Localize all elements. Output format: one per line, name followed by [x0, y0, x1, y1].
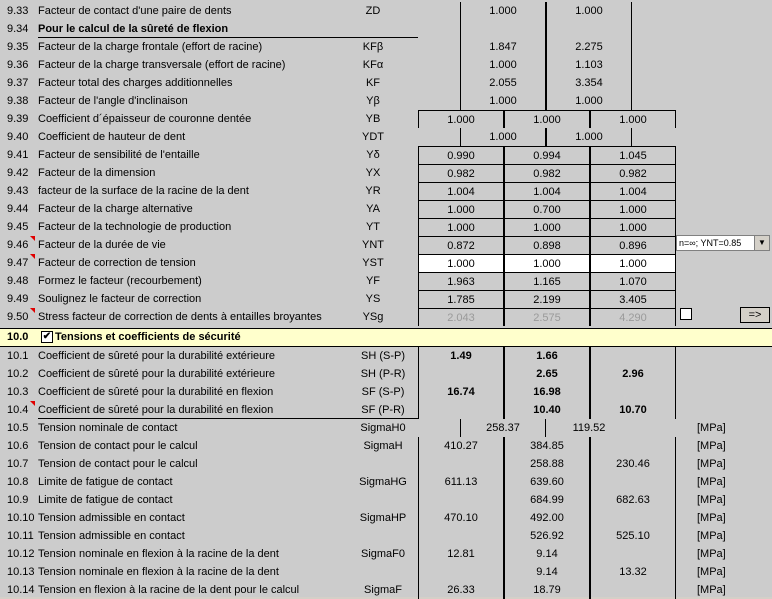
value-cell-1[interactable]: 0.990	[418, 146, 504, 164]
row-symbol: SH (S-P)	[361, 350, 405, 362]
value-cell-3[interactable]: 1.000	[590, 110, 676, 128]
row-label: facteur de la surface de la racine de la dent	[38, 185, 249, 197]
value-cell-2[interactable]: 1.000	[504, 110, 590, 128]
row-number: 10.1	[7, 350, 29, 362]
value-cell-pinion[interactable]: 1.847	[460, 38, 546, 56]
value-cell-3[interactable]	[590, 545, 676, 563]
value-cell-2[interactable]: 258.88	[504, 455, 590, 473]
comment-marker	[30, 401, 35, 406]
row-symbol: SigmaH0	[360, 422, 406, 434]
table-row	[0, 128, 772, 146]
table-row	[0, 164, 772, 182]
row-number: 9.33	[7, 5, 29, 17]
value-cell-2[interactable]: 2.65	[504, 365, 590, 383]
row-number: 10.5	[7, 422, 29, 434]
value-cell-3[interactable]	[590, 437, 676, 455]
value-cell-1[interactable]: 26.33	[418, 581, 504, 599]
row-symbol: YS	[365, 293, 381, 305]
row-number: 9.42	[7, 167, 29, 179]
value-cell-2[interactable]: 639.60	[504, 473, 590, 491]
row-number: 9.49	[7, 293, 29, 305]
table-row	[0, 545, 772, 563]
value-cell-1[interactable]: 1.963	[418, 272, 504, 290]
value-cell-2[interactable]: 10.40	[504, 401, 590, 419]
value-cell-3[interactable]: 1.070	[590, 272, 676, 290]
value-cell-1[interactable]: 1.004	[418, 182, 504, 200]
table-row	[0, 272, 772, 290]
value-cell-2[interactable]: 1.165	[504, 272, 590, 290]
table-row	[0, 38, 772, 56]
value-cell-2[interactable]: 0.700	[504, 200, 590, 218]
row-label: Soulignez le facteur de correction	[38, 293, 202, 305]
value-cell-3[interactable]	[590, 509, 676, 527]
value-cell-2[interactable]: 9.14	[504, 563, 590, 581]
value-cell-1[interactable]: 410.27	[418, 437, 504, 455]
row-symbol: YSg	[362, 311, 384, 323]
row-number: 9.44	[7, 203, 29, 215]
table-row	[0, 308, 772, 326]
value-cell-wheel[interactable]: 1.000	[546, 2, 632, 20]
row-number: 9.43	[7, 185, 29, 197]
next-button[interactable]: =>	[740, 307, 770, 323]
row-label: Coefficient de sûreté pour la durabilité en flexion	[38, 404, 274, 416]
value-cell-2[interactable]: 119.52	[572, 422, 606, 434]
value-cell-3[interactable]: 1.004	[590, 182, 676, 200]
row-label: Stress facteur de correction de dents à entailles broyantes	[38, 311, 322, 323]
row-number: 9.48	[7, 275, 29, 287]
section-10-header	[0, 328, 772, 346]
value-cell-2[interactable]: 1.004	[504, 182, 590, 200]
value-cell-1[interactable]	[418, 365, 504, 383]
row-symbol: YF	[365, 275, 381, 287]
row-symbol: YA	[366, 203, 380, 215]
row-symbol: SF (P-R)	[361, 404, 405, 416]
value-cell-pinion[interactable]: 1.000	[460, 2, 546, 20]
value-cell-1[interactable]: 16.74	[418, 383, 504, 401]
row-number: 9.38	[7, 95, 29, 107]
value-cell-wheel[interactable]: 1.103	[546, 56, 632, 74]
table-row	[0, 56, 772, 74]
value-cell-3[interactable]: 1.000	[590, 200, 676, 218]
table-row	[0, 254, 772, 272]
row-number: 10.11	[7, 530, 34, 542]
row-number: 9.41	[7, 149, 29, 161]
table-row	[0, 200, 772, 218]
row-number: 9.50	[7, 311, 29, 323]
value-cell-2[interactable]: 9.14	[504, 545, 590, 563]
value-cell-1[interactable]: 12.81	[418, 545, 504, 563]
row-symbol: SigmaHG	[359, 476, 407, 488]
table-row	[0, 347, 772, 365]
row-label: Facteur de la technologie de production	[38, 221, 232, 233]
row-number: 9.45	[7, 221, 29, 233]
value-cell-1[interactable]: 1.000	[418, 110, 504, 128]
value-cell-1[interactable]	[418, 455, 504, 473]
row-symbol: YT	[365, 221, 381, 233]
value-cell-pinion	[460, 20, 546, 38]
value-cell-pinion[interactable]: 1.000	[460, 92, 546, 110]
table-row	[0, 20, 772, 38]
value-cell-pinion[interactable]: 1.000	[460, 56, 546, 74]
row-number: 9.37	[7, 77, 29, 89]
row-number: 9.46	[7, 239, 29, 251]
value-cell-1[interactable]: 0.982	[418, 164, 504, 182]
row-symbol: SigmaF	[364, 584, 402, 596]
value-cell-1[interactable]: 2.043	[418, 308, 504, 326]
value-cell-pinion[interactable]: 2.055	[460, 74, 546, 92]
row-symbol: SH (P-R)	[360, 368, 406, 380]
value-cell-2[interactable]: 492.00	[504, 509, 590, 527]
value-cell-3[interactable]: 0.896	[590, 236, 676, 254]
comment-marker	[30, 254, 35, 259]
row-symbol: SigmaH	[363, 440, 403, 452]
row-number: 10.4	[7, 404, 29, 416]
row-label: Tension admissible en contact	[38, 530, 185, 542]
row-symbol: YX	[365, 167, 381, 179]
value-cell-2[interactable]: 16.98	[504, 383, 590, 401]
row-label: Facteur de la charge transversale (effort de racine)	[38, 59, 286, 71]
table-row	[0, 146, 772, 164]
unit-label: [MPa]	[697, 458, 726, 470]
table-row	[0, 419, 772, 437]
comment-marker	[30, 236, 35, 241]
unit-label: [MPa]	[697, 548, 726, 560]
value-cell-1[interactable]: 1.000	[418, 200, 504, 218]
section-underline	[38, 418, 418, 419]
table-row	[0, 401, 772, 419]
row-label: Coefficient de sûreté pour la durabilité extérieure	[38, 350, 276, 362]
value-cell-3[interactable]: 525.10	[590, 527, 676, 545]
value-cell-3[interactable]	[590, 581, 676, 599]
row-symbol: Yδ	[366, 149, 380, 161]
row-label: Facteur de sensibilité de l'entaille	[38, 149, 200, 161]
row-label: Tension de contact pour le calcul	[38, 440, 198, 452]
unit-label: [MPa]	[697, 422, 726, 434]
table-row	[0, 182, 772, 200]
unit-label: [MPa]	[697, 512, 726, 524]
row-label: Pour le calcul de la sûreté de flexion	[38, 23, 229, 35]
row-number: 9.40	[7, 131, 29, 143]
row-label: Limite de fatigue de contact	[38, 476, 173, 488]
row-number: 10.6	[7, 440, 29, 452]
row-symbol: YNT	[362, 239, 384, 251]
value-cell-pinion[interactable]: 1.000	[460, 128, 546, 146]
ynt-dropdown-value: n=∞; YNT=0.85	[679, 238, 742, 248]
value-cell-3[interactable]: 1.045	[590, 146, 676, 164]
table-row	[0, 74, 772, 92]
value-cell-1[interactable]	[418, 527, 504, 545]
value-cell-3[interactable]: 3.405	[590, 290, 676, 308]
row-number: 9.47	[7, 257, 29, 269]
row-symbol: SigmaHP	[359, 512, 407, 524]
unit-label: [MPa]	[697, 476, 726, 488]
value-cell-1[interactable]: 1.000	[418, 254, 504, 272]
value-cell-3[interactable]: 1.000	[590, 218, 676, 236]
table-row	[0, 509, 772, 527]
unit-label: [MPa]	[697, 440, 726, 452]
row-label: Formez le facteur (recourbement)	[38, 275, 202, 287]
unit-label: [MPa]	[697, 530, 726, 542]
value-cell-2[interactable]: 526.92	[504, 527, 590, 545]
row-symbol: SF (S-P)	[361, 386, 405, 398]
unit-label: [MPa]	[697, 584, 726, 596]
value-cell-1[interactable]: 611.13	[418, 473, 504, 491]
value-cell-2[interactable]: 684.99	[504, 491, 590, 509]
row-number: 10.8	[7, 476, 29, 488]
ynt-dropdown[interactable]	[676, 235, 770, 251]
row-number: 10.7	[7, 458, 29, 470]
value-cell-3[interactable]	[590, 383, 676, 401]
row-symbol: ZD	[365, 5, 381, 17]
table-row	[0, 581, 772, 599]
value-cell-1[interactable]: 0.872	[418, 236, 504, 254]
row-number: 9.35	[7, 41, 29, 53]
value-cell-2[interactable]: 0.898	[504, 236, 590, 254]
row-number: 9.36	[7, 59, 29, 71]
row-symbol: YB	[365, 113, 381, 125]
value-cell-1[interactable]: 470.10	[418, 509, 504, 527]
row-label: Limite de fatigue de contact	[38, 494, 173, 506]
table-row	[0, 527, 772, 545]
comment-marker	[30, 308, 35, 313]
row-number: 9.34	[7, 23, 29, 35]
value-cell-wheel[interactable]: 2.275	[546, 38, 632, 56]
row-label: Tension nominale en flexion à la racine de la dent	[38, 566, 279, 578]
heading-underline	[38, 37, 418, 38]
value-cell-3[interactable]: 682.63	[590, 491, 676, 509]
row-label: Facteur de correction de tension	[38, 257, 196, 269]
table-row	[0, 92, 772, 110]
row-label: Facteur de contact d'une paire de dents	[38, 5, 232, 17]
value-cell-1[interactable]: 258.37	[460, 419, 546, 437]
row-label: Coefficient de sûreté pour la durabilité extérieure	[38, 368, 276, 380]
row-label: Facteur de la charge alternative	[38, 203, 193, 215]
row-label: Coefficient d´épaisseur de couronne dentée	[38, 113, 252, 125]
row-number: 10.9	[7, 494, 29, 506]
value-cell-2[interactable]: 2.199	[504, 290, 590, 308]
table-row	[0, 455, 772, 473]
row-label: Coefficient de hauteur de dent	[38, 131, 186, 143]
value-cell-wheel[interactable]: 1.000	[546, 128, 632, 146]
section-10-number: 10.0	[7, 331, 29, 343]
table-row	[0, 383, 772, 401]
value-cell-3[interactable]	[590, 473, 676, 491]
row-label: Facteur de l'angle d'inclinaison	[38, 95, 188, 107]
row-number: 10.13	[7, 566, 35, 578]
row-label: Tension de contact pour le calcul	[38, 458, 198, 470]
row-label: Tension nominale de contact	[38, 422, 178, 434]
table-row	[0, 218, 772, 236]
value-cell-2[interactable]: 1.66	[504, 347, 590, 365]
table-row	[0, 2, 772, 20]
value-cell-1[interactable]	[418, 563, 504, 581]
row-label: Tension nominale en flexion à la racine de la dent	[38, 548, 279, 560]
value-cell-3[interactable]: 13.32	[590, 563, 676, 581]
table-row	[0, 473, 772, 491]
unit-label: [MPa]	[697, 494, 726, 506]
section-10-checkbox[interactable]: ✔	[42, 331, 52, 342]
row-symbol: YDT	[362, 131, 384, 143]
value-cell-3[interactable]: 0.982	[590, 164, 676, 182]
value-cell-2[interactable]: 0.982	[504, 164, 590, 182]
value-cell-3[interactable]: 10.70	[590, 401, 676, 419]
value-cell-3[interactable]: 230.46	[590, 455, 676, 473]
section-10-title: Tensions et coefficients de sécurité	[55, 331, 241, 343]
table-row	[0, 563, 772, 581]
row-number: 10.2	[7, 368, 29, 380]
row-number: 9.39	[7, 113, 29, 125]
value-cell-1[interactable]: 1.000	[418, 218, 504, 236]
row-label: Tension en flexion à la racine de la dent pour le calcul	[38, 584, 300, 596]
row-label: Facteur total des charges additionnelles	[38, 77, 233, 89]
row-symbol: YST	[362, 257, 384, 269]
row-number: 10.3	[7, 386, 29, 398]
value-cell-3[interactable]	[590, 347, 676, 365]
table-row	[0, 365, 772, 383]
row-number: 10.10	[7, 512, 35, 524]
value-cell-wheel[interactable]: 3.354	[546, 74, 632, 92]
value-cell-2[interactable]: 0.994	[504, 146, 590, 164]
value-cell-3[interactable]: 2.96	[590, 365, 676, 383]
table-row	[0, 110, 772, 128]
row-label: Tension admissible en contact	[38, 512, 185, 524]
value-cell-1[interactable]: 1.49	[418, 347, 504, 365]
row-label: Coefficient de sûreté pour la durabilité en flexion	[38, 386, 274, 398]
value-cell-2[interactable]: 1.000	[504, 218, 590, 236]
table-row	[0, 236, 772, 254]
row-number: 10.14	[7, 584, 35, 596]
table-row	[0, 290, 772, 308]
value-cell-1[interactable]: 1.785	[418, 290, 504, 308]
row-number: 10.12	[7, 548, 35, 560]
value-cell-2[interactable]: 1.000	[504, 254, 590, 272]
table-row	[0, 491, 772, 509]
row-label: Facteur de la charge frontale (effort de racine)	[38, 41, 263, 53]
value-cell-2[interactable]: 384.85	[504, 437, 590, 455]
row-symbol: KFβ	[362, 41, 384, 53]
row-symbol: YR	[365, 185, 381, 197]
row-symbol: KF	[365, 77, 381, 89]
value-cell-wheel	[546, 20, 632, 38]
value-cell-3[interactable]: 1.000	[590, 254, 676, 272]
value-cell-2[interactable]: 2.575	[504, 308, 590, 326]
row-symbol: SigmaF0	[360, 548, 406, 560]
unit-label: [MPa]	[697, 566, 726, 578]
chevron-down-icon[interactable]: ▼	[754, 236, 769, 250]
value-cell-3[interactable]: 4.290	[590, 308, 676, 326]
table-row	[0, 437, 772, 455]
row-label: Facteur de la dimension	[38, 167, 156, 179]
row-symbol: Yβ	[366, 95, 380, 107]
value-cell-1[interactable]	[418, 401, 504, 419]
value-cell-2[interactable]: 18.79	[504, 581, 590, 599]
row-symbol: KFα	[362, 59, 384, 71]
option-checkbox[interactable]	[680, 308, 692, 320]
value-cell-1[interactable]	[418, 491, 504, 509]
value-cell-wheel[interactable]: 1.000	[546, 92, 632, 110]
row-label: Facteur de la durée de vie	[38, 239, 166, 251]
